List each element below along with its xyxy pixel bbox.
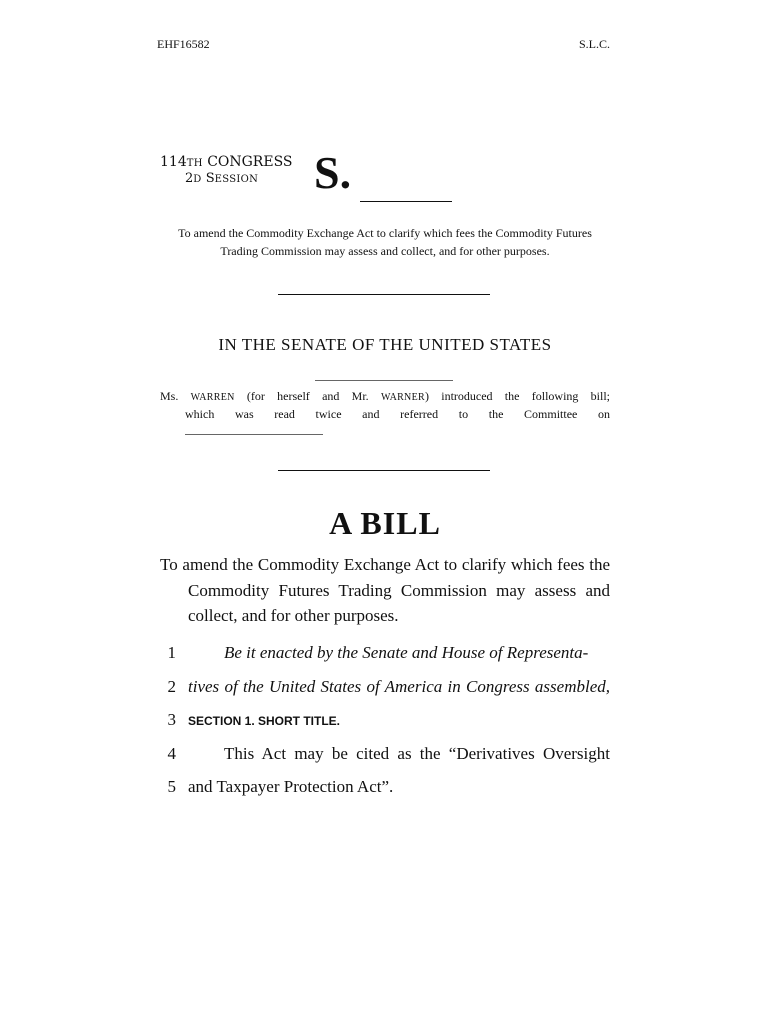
section-text: This Act may be cited as the “Derivatives Oversight [224,744,610,763]
session-label [185,171,258,187]
committee-blank [185,434,323,435]
cosponsor-name: WARNER [380,392,425,403]
line-number: 4 [167,744,176,763]
bill-number-prefix: S. [314,147,352,198]
enacting-clause: tives of the United States of America in Congress assembled, [188,677,610,696]
referral-line: which was read twice and referred to the Committee on [185,407,610,421]
introduction-line [160,387,610,407]
congress-suffix: TH [186,158,203,169]
intro-middle: (for herself and Mr. [234,389,381,403]
bill-purpose: To amend the Commodity Exchange Act to clarify which fees the Commodity Futures Trading Commission may assess and collect, and for other purposes. [160,555,610,625]
document-id: EHF16582 [157,37,210,51]
divider-rule [278,470,490,471]
section-text: and Taxpayer Protection Act”. [188,777,394,796]
session-number: 2 [185,171,194,186]
bill-number-blank [360,201,452,202]
line-number: 5 [167,777,176,796]
slc-marker: S.L.C. [578,37,610,51]
divider-thin [315,380,453,381]
bill-title: A BILL [329,505,441,541]
session-word-rest: ESSION [214,174,259,185]
line-number: 1 [167,643,176,662]
divider-rule [278,294,490,295]
session-suffix: D [193,174,202,185]
line-number: 3 [167,710,176,729]
congress-label [160,155,293,171]
congress-number: 114 [160,154,187,170]
section-heading: SECTION 1. SHORT TITLE. [188,714,341,728]
line-number: 2 [167,677,176,696]
session-word-initial: S [205,171,215,186]
senate-heading: IN THE SENATE OF THE UNITED STATES [218,335,552,354]
sponsor-name: WARREN [190,392,235,403]
short-purpose: To amend the Commodity Exchange Act to clarify which fees the Commodity Futures Trading Commission may assess and collect, and for other purposes. [178,226,592,258]
congress-word: CONGRESS [207,154,293,170]
intro-prefix: Ms. [160,389,191,403]
intro-suffix: ) introduced the following bill; [424,389,610,403]
enacting-clause: Be it enacted by the Senate and House of Representa- [224,643,589,662]
